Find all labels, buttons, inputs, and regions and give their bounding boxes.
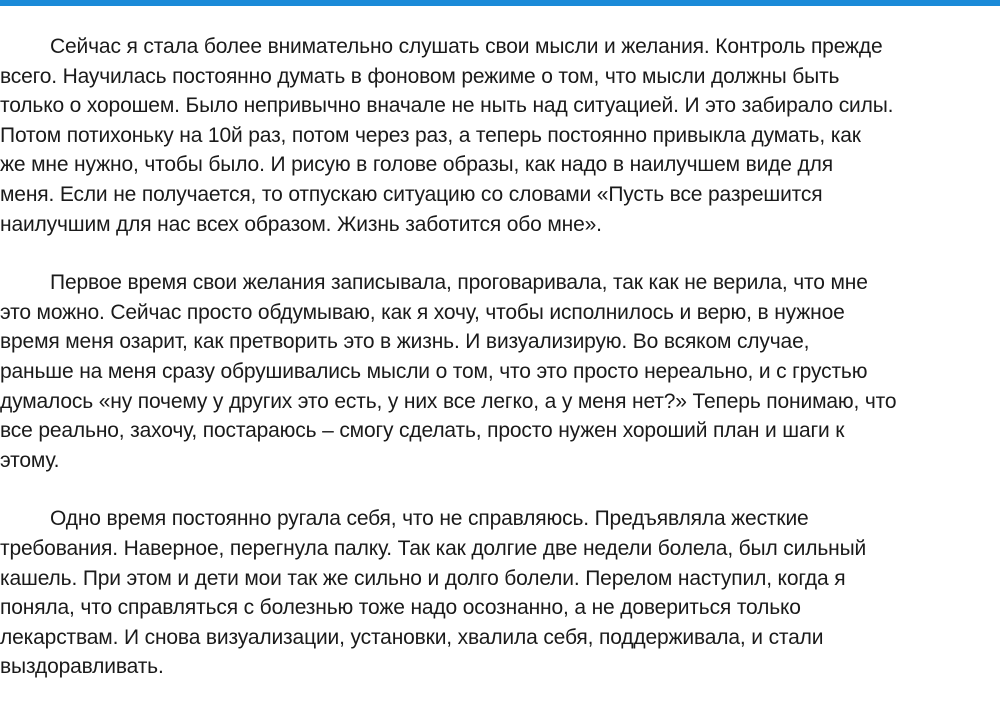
paragraph-1 [0,32,990,239]
text-line: же мне нужно, чтобы было. И рисую в голове образы, как надо в наилучшем виде для [0,153,833,177]
paragraph-3 [0,504,990,682]
text-line: раньше на меня сразу обрушивались мысли о том, что это просто нереально, и с грустью [0,359,868,383]
text-line: кашель. При этом и дети мои так же сильно и долго болели. Перелом наступил, когда я [0,566,846,590]
top-accent-bar [0,0,1000,6]
paragraph-2 [0,268,990,475]
text-line: этому. [0,448,60,472]
text-line: лекарствам. И снова визуализации, установки, хвалила себя, поддерживала, и стали [0,625,824,649]
text-line: наилучшим для нас всех образом. Жизнь заботится обо мне». [0,212,602,236]
text-line: Сейчас я стала более внимательно слушать свои мысли и желания. Контроль прежде [50,35,883,58]
text-line: поняла, что справляться с болезнью тоже надо осознанно, а не довериться только [0,596,801,620]
text-line: это можно. Сейчас просто обдумываю, как я хочу, чтобы исполнилось и верю, в нужное [0,300,845,324]
text-line: выздоравливать. [0,655,164,679]
text-line: меня. Если не получается, то отпускаю ситуацию со словами «Пусть все разрешится [0,182,823,206]
text-line: Потом потихоньку на 10й раз, потом через раз, а теперь постоянно привыкла думать, как [0,123,861,147]
text-line: требования. Наверное, перегнула палку. Так как долгие две недели болела, был сильный [0,536,867,560]
document-body [0,32,990,711]
text-line: всего. Научилась постоянно думать в фоновом режиме о том, что мысли должны быть [0,64,840,88]
text-line: Первое время свои желания записывала, проговаривала, так как не верила, что мне [50,271,868,295]
text-line: Одно время постоянно ругала себя, что не справляюсь. Предъявляла жесткие [50,507,809,531]
text-line: только о хорошем. Было непривычно вначале не ныть над ситуацией. И это забирало силы. [0,94,894,118]
text-line: думалось «ну почему у других это есть, у них все легко, а у меня нет?» Теперь понимаю, что [0,389,897,413]
text-line: все реально, захочу, постараюсь – смогу сделать, просто нужен хороший план и шаги к [0,419,845,443]
text-line: время меня озарит, как претворить это в жизнь. И визуализирую. Во всяком случае, [0,330,810,354]
